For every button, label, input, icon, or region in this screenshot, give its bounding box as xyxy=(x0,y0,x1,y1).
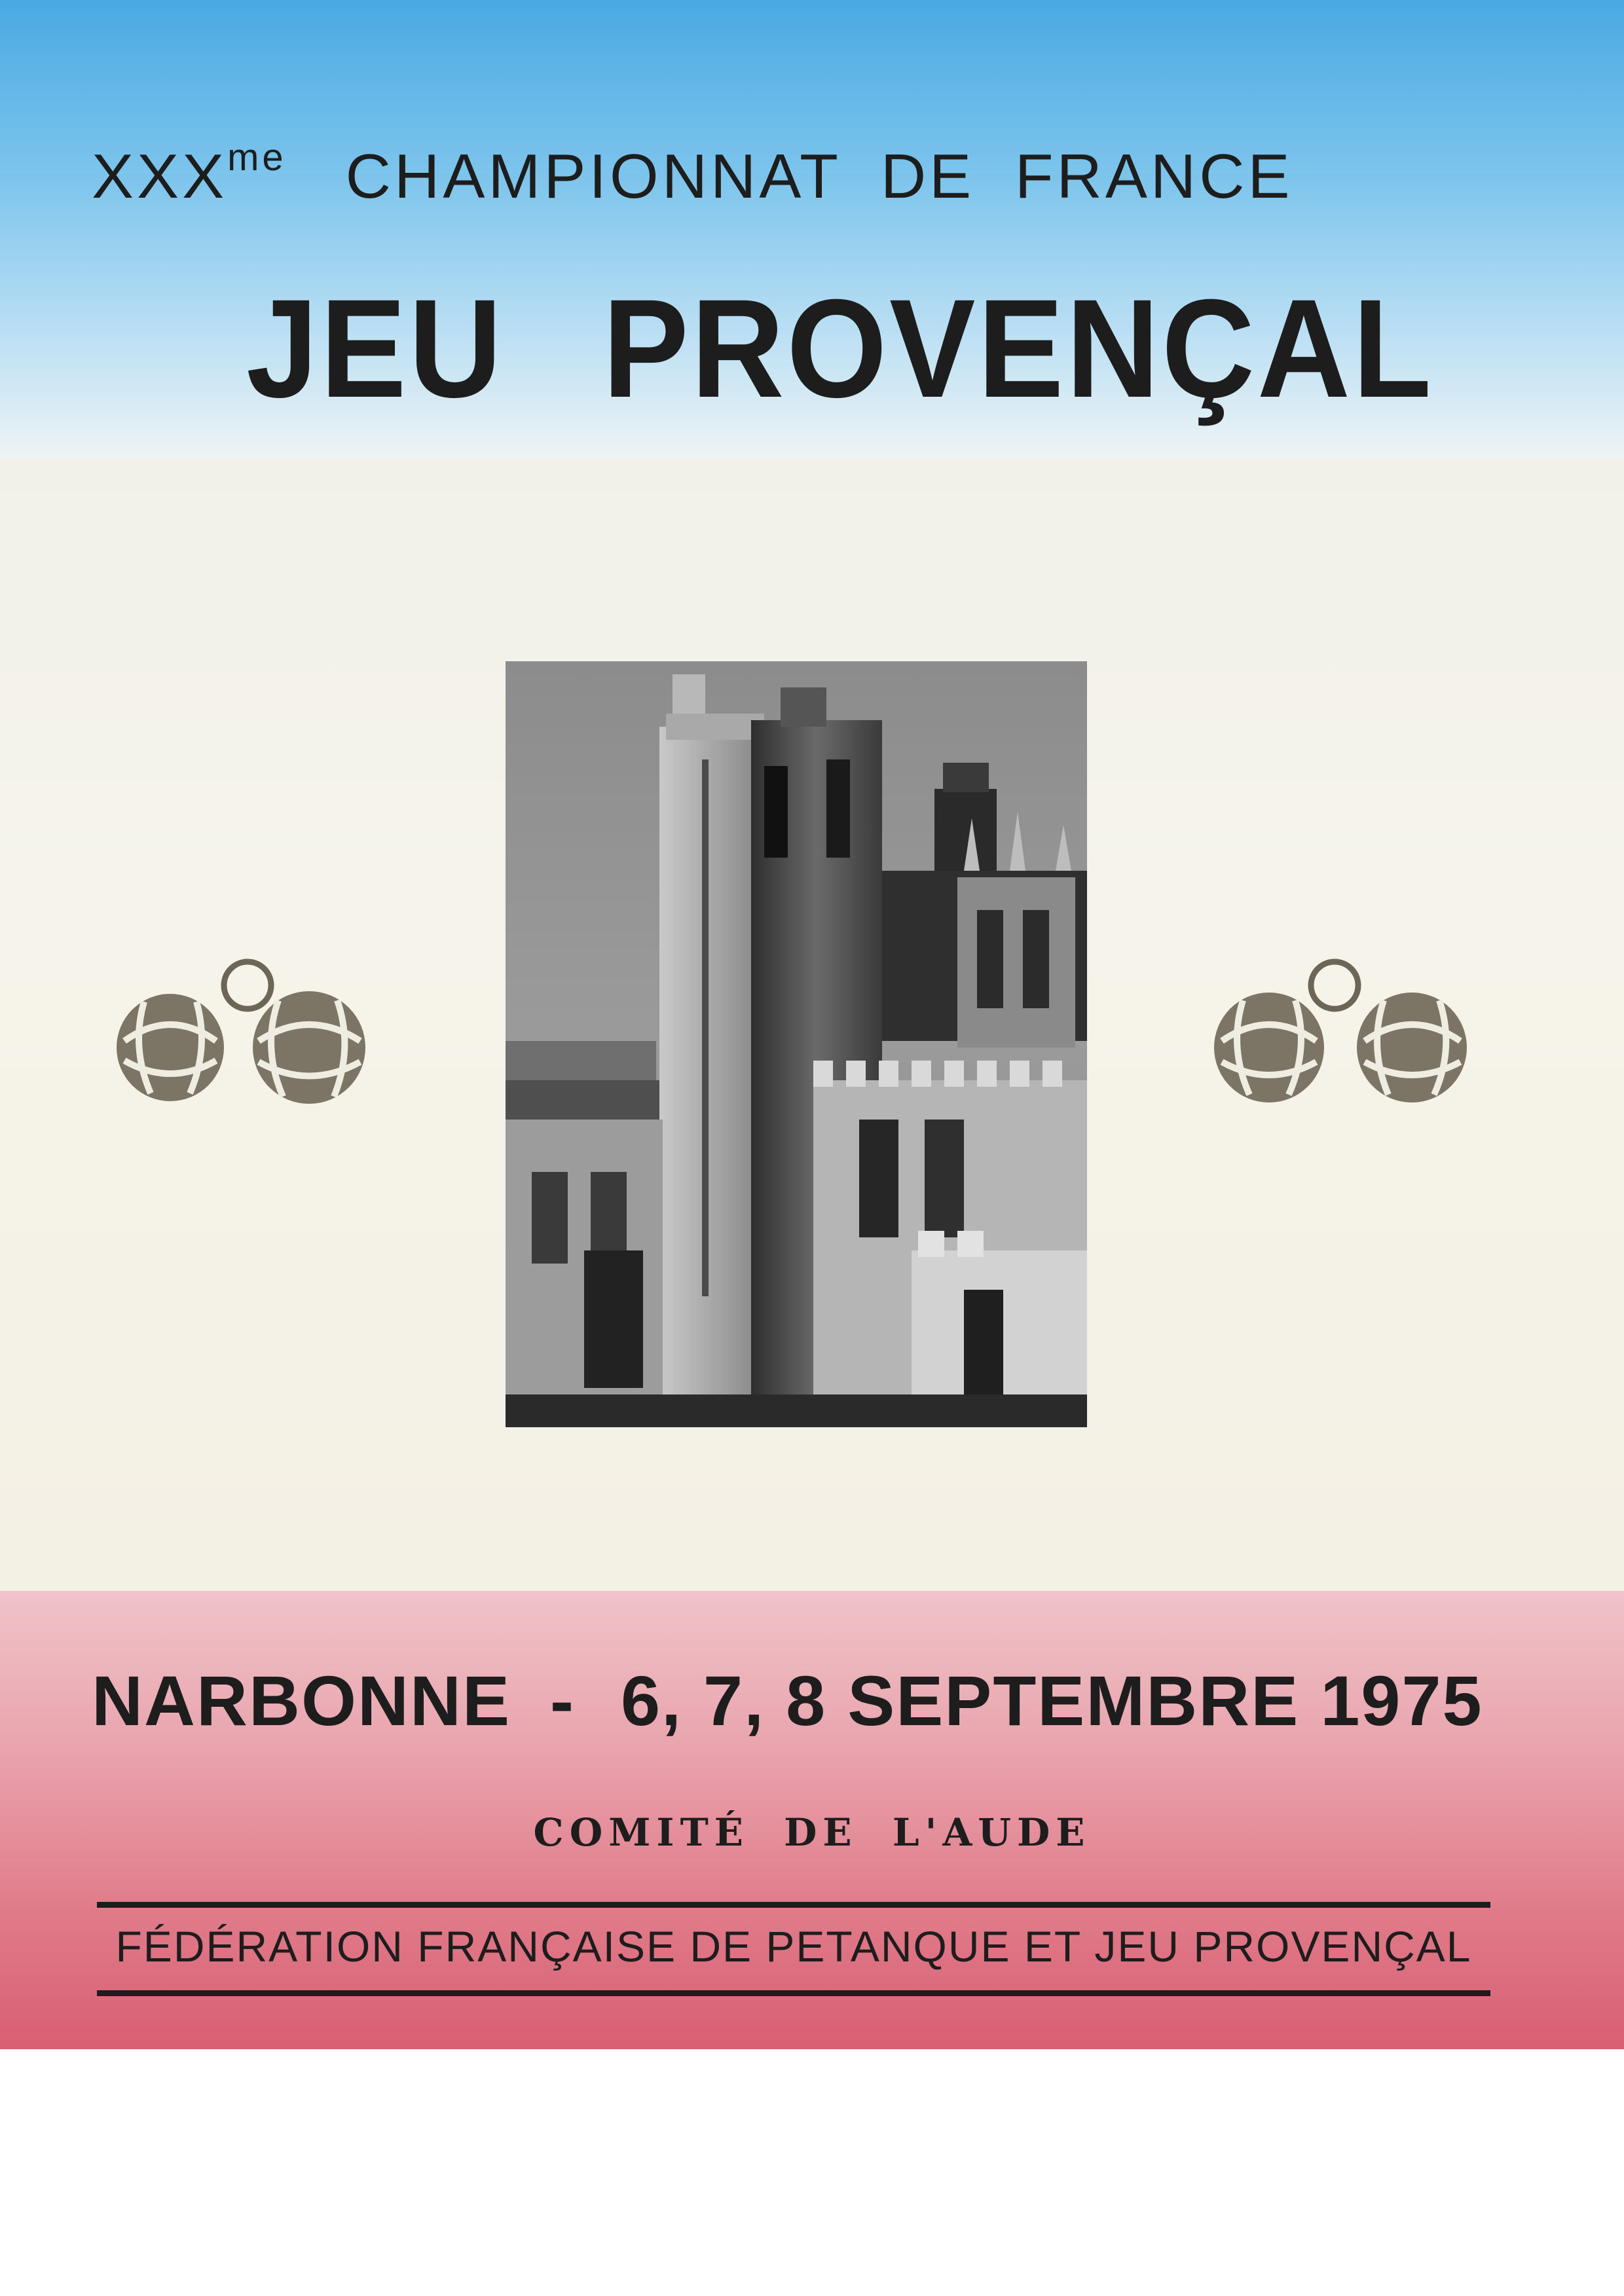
event-line xyxy=(92,1660,1493,1738)
petanque-boules-icon xyxy=(1204,949,1479,1106)
divider-rule xyxy=(97,1990,1490,1996)
edition-suffix: me xyxy=(227,136,287,179)
event-dates: 6, 7, 8 SEPTEMBRE 1975 xyxy=(620,1661,1483,1740)
cathedral-photo xyxy=(506,661,1087,1427)
bottom-margin xyxy=(0,2049,1624,2296)
championship-label: CHAMPIONNAT DE FRANCE xyxy=(345,141,1293,211)
event-city: NARBONNE xyxy=(92,1661,511,1740)
divider-rule xyxy=(97,1902,1490,1908)
federation-name: FÉDÉRATION FRANÇAISE DE PETANQUE ET JEU PROVENÇAL xyxy=(115,1922,1472,1971)
event-separator: - xyxy=(550,1661,575,1740)
committee-name: COMITÉ DE L'AUDE xyxy=(533,1810,1091,1855)
petanque-boules-icon xyxy=(105,949,380,1106)
edition-ordinal: $XXX^{me}$ xyxy=(92,136,287,211)
main-title: JEU PROVENÇAL xyxy=(246,270,1434,427)
edition-line xyxy=(92,136,1532,226)
